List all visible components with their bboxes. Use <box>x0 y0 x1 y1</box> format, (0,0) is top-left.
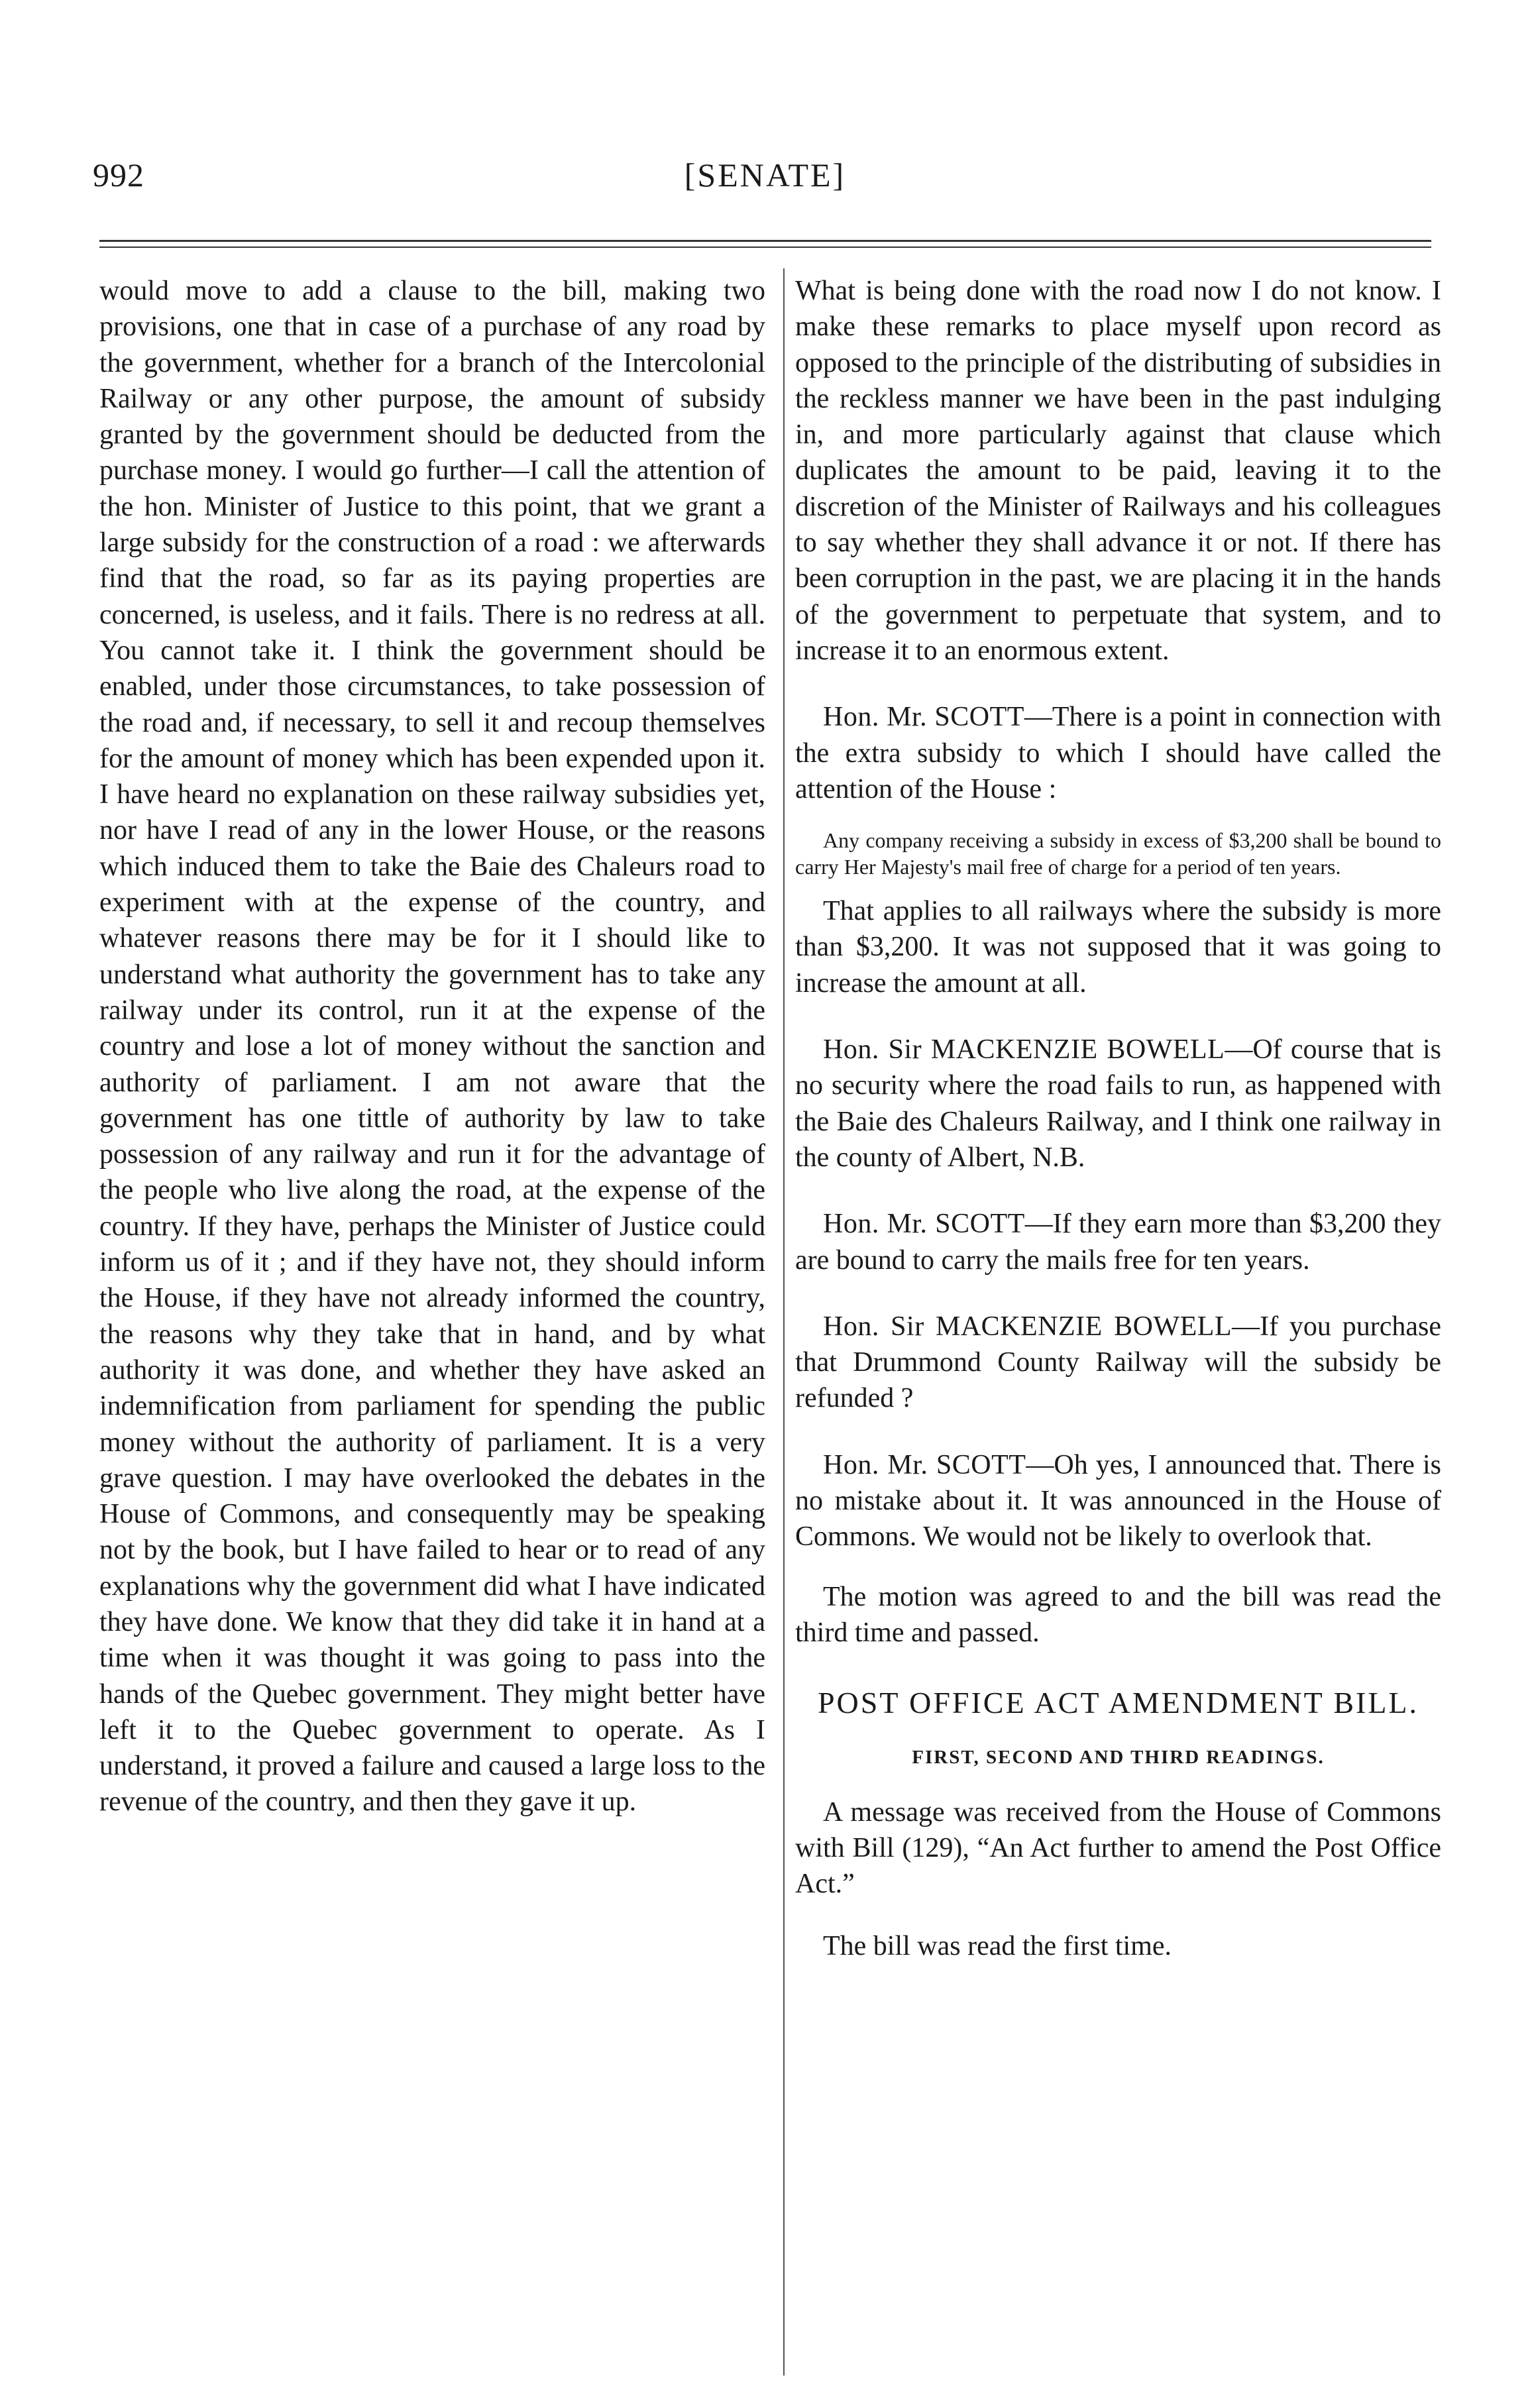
speaker-name: Hon. Sir MACKENZIE BOWELL <box>823 1034 1225 1066</box>
paragraph-motion-agreed: The motion was agreed to and the bill was read the third time and passed. <box>795 1581 1441 1648</box>
page-number: 992 <box>93 156 144 193</box>
speech-text: —Of course that is no security where the road fails to run, as happened with the Baie des Chaleurs Railway, and I think one railway in the county of Albert, N.B. <box>795 1034 1441 1173</box>
running-head: [SENATE] <box>684 156 846 193</box>
paragraph-bowell-no-security <box>795 1032 1441 1176</box>
left-column-paragraph: would move to add a clause to the bill, making two provisions, one that in case of a purchase of any road by the government, whether for a branch of the Intercolonial Railway or any other purpose, the amount of subsidy granted by the government should be deducted from the purchase money. I would go further—I call the attention of the hon. Minister of Justice to this point, that we grant a large subsidy for the construction of a road : we afterwards find that the road, so far as its paying properties are concerned, is useless, and it fails. There is no redress at all. You cannot take it. I think the government should be enabled, under those circumstances, to take possession of the road and, if necessary, to sell it and recoup themselves for the amount of money which has been expended upon it. I have heard no explanation on these railway subsidies yet, nor have I read of any in the lower House, or the reasons which induced them to take the Baie des Chaleurs road to experiment with at the expense of the country, and whatever reasons there may be for it I should like to understand what authority the government has to take any railway under its control, run it at the expense of the country and lose a lot of money without the sanction and authority of parliament. I am not aware that the government has one tittle of authority by law to take possession of any railway and run it for the advantage of the people who live along the road, at the expense of the country. If they have, perhaps the Minister of Justice could inform us of it ; and if they have not, they should inform the House, if they have not already informed the country, the reasons why they take that in hand, and by what authority it was done, and whether they have asked an indemnification from parliament for spending the public money without the authority of parliament. It is a very grave question. I may have overlooked the debates in the House of Commons, and consequently may be speaking not by the book, but I have failed to hear or to read of any explanations why the government did what I have indicated they have done. We know that they did take it in hand at a time when it was thought it was going to pass into the hands of the Quebec government. They might better have left it to the Quebec government to operate. As I understand, it proved a failure and caused a large loss to the revenue of the country, and then they gave it up. <box>99 276 765 1818</box>
paragraph-scott-announced <box>795 1447 1441 1555</box>
paragraph-first-reading: The bill was read the first time. <box>823 1931 1172 1962</box>
right-column <box>795 273 1441 1965</box>
paragraph-record-remarks: What is being done with the road now I do not know. I make these remarks to place myself upon record as opposed to the principle of the distributing of subsidies in the reckless manner we have been in the past indulging in, and more particularly against that clause which duplicates the amount to be paid, leaving it to the discretion of the Minister of Railways and his colleagues to say whether they shall advance it or not. If there has been corruption in the past, we are placing it in the hands of the government to perpetuate that system, and to increase it to an enormous extent. <box>795 276 1441 666</box>
header-rule-top <box>99 240 1431 242</box>
column-divider <box>783 268 785 2376</box>
speech-text: —Oh yes, I announced that. There is no mistake about it. It was announced in the House of Commons. We would not be likely to overlook that. <box>795 1449 1441 1553</box>
section-subhead: FIRST, SECOND AND THIRD READINGS. <box>912 1747 1325 1769</box>
paragraph-scott-extra-subsidy <box>795 699 1441 807</box>
left-column <box>99 273 765 1820</box>
quoted-clause: Any company receiving a subsidy in excess of $3,200 shall be bound to carry Her Majesty's mail free of charge for a period of ten years. <box>795 828 1441 879</box>
speaker-name: Hon. Sir MACKENZIE BOWELL <box>823 1311 1232 1342</box>
page-header <box>0 156 1530 215</box>
speaker-name: Hon. Mr. SCOTT <box>823 702 1024 733</box>
speech-text: —If you purchase that Drummond County Railway will the subsidy be refunded ? <box>795 1311 1442 1414</box>
section-title: POST OFFICE ACT AMENDMENT BILL. <box>817 1686 1419 1720</box>
speech-text: —If they earn more than $3,200 they are bound to carry the mails free for ten years. <box>795 1209 1441 1276</box>
paragraph-bowell-drummond <box>795 1309 1441 1417</box>
paragraph-applies-to-railways: That applies to all railways where the subsidy is more than $3,200. It was not supposed that it was going to increase the amount at all. <box>795 896 1441 999</box>
speaker-name: Hon. Mr. SCOTT <box>823 1209 1025 1240</box>
header-rule-bottom <box>99 246 1431 248</box>
speech-text: —There is a point in connection with the extra subsidy to which I should have called the attention of the House : <box>795 702 1441 804</box>
speaker-name: Hon. Mr. SCOTT <box>823 1449 1026 1480</box>
paragraph-scott-earn-more <box>795 1206 1441 1278</box>
paragraph-message-received: A message was received from the House of Commons with Bill (129), “An Act further to amend the Post Office Act.” <box>795 1796 1441 1900</box>
